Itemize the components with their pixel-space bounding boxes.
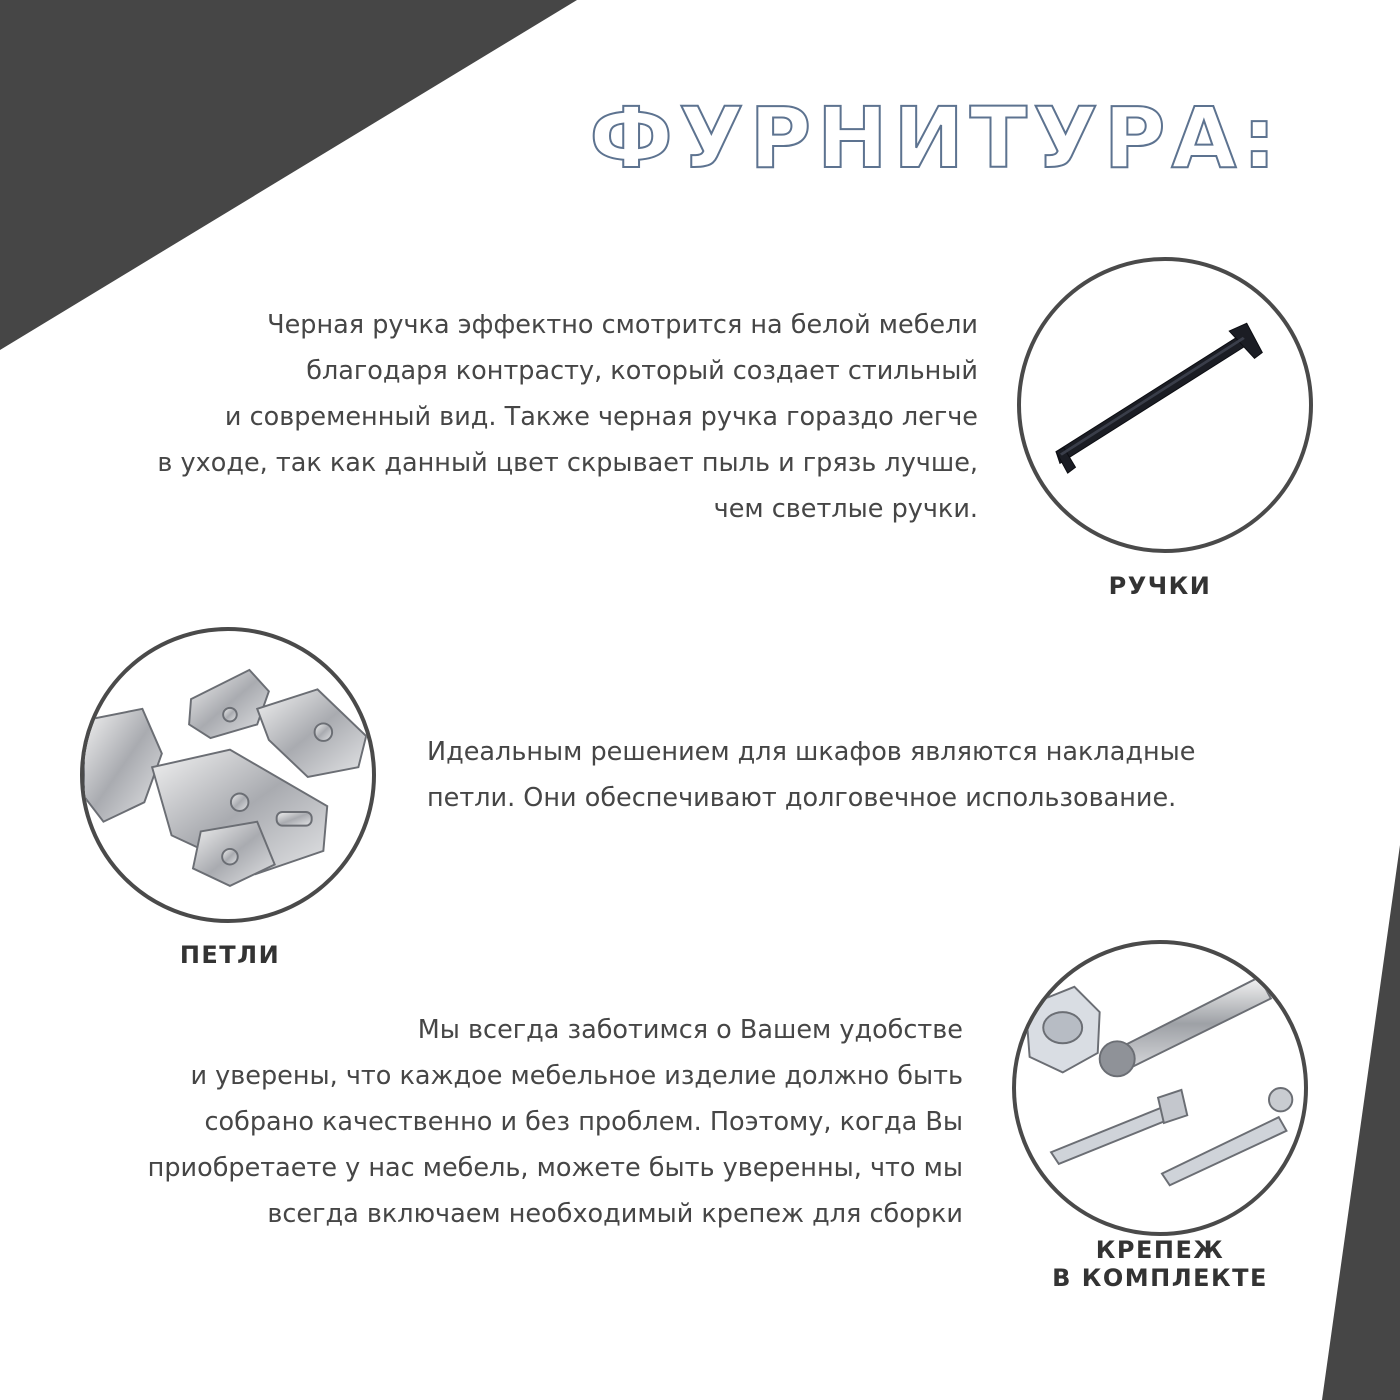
label-line: РУЧКИ xyxy=(1108,572,1212,600)
text-line: в уходе, так как данный цвет скрывает пыль и грязь лучше, xyxy=(157,448,978,478)
handles-image-circle xyxy=(1017,257,1313,553)
text-line: и уверены, что каждое мебельное изделие должно быть xyxy=(190,1061,963,1091)
text-line: собрано качественно и без проблем. Поэтому, когда Вы xyxy=(204,1107,963,1137)
label-line: ПЕТЛИ xyxy=(179,941,281,969)
text-line: и современный вид. Также черная ручка гораздо легче xyxy=(224,402,978,432)
hinges-description xyxy=(427,729,1196,821)
page-title: ФУРНИТУРА: xyxy=(589,89,1282,187)
text-line: Черная ручка эффектно смотрится на белой мебели xyxy=(267,310,978,340)
top-left-triangle xyxy=(0,0,577,350)
text-line: чем светлые ручки. xyxy=(713,494,978,524)
hinges-image-circle xyxy=(80,627,376,923)
text-line: петли. Они обеспечивают долговечное использование. xyxy=(427,783,1177,813)
text-line: приобретаете у нас мебель, можете быть уверенны, что мы xyxy=(147,1153,963,1183)
fasteners-image-circle xyxy=(1012,940,1308,1236)
text-line: благодаря контрасту, который создает стильный xyxy=(306,356,978,386)
text-line: Мы всегда заботимся о Вашем удобстве xyxy=(417,1015,963,1045)
hinges-label xyxy=(130,941,330,969)
text-line: всегда включаем необходимый крепеж для сборки xyxy=(267,1199,963,1229)
hinges-image xyxy=(84,631,372,919)
fasteners-description xyxy=(148,1007,963,1237)
fasteners-image xyxy=(1016,944,1304,1232)
black-handle-image xyxy=(1021,261,1309,549)
label-line: В КОМПЛЕКТЕ xyxy=(1052,1264,1268,1292)
bottom-right-triangle xyxy=(1322,845,1400,1400)
handles-label xyxy=(1060,572,1260,600)
text-line: Идеальным решением для шкафов являются накладные xyxy=(427,737,1196,767)
handles-description xyxy=(157,302,978,532)
fasteners-label xyxy=(1030,1236,1290,1292)
label-line: КРЕПЕЖ xyxy=(1095,1236,1225,1264)
